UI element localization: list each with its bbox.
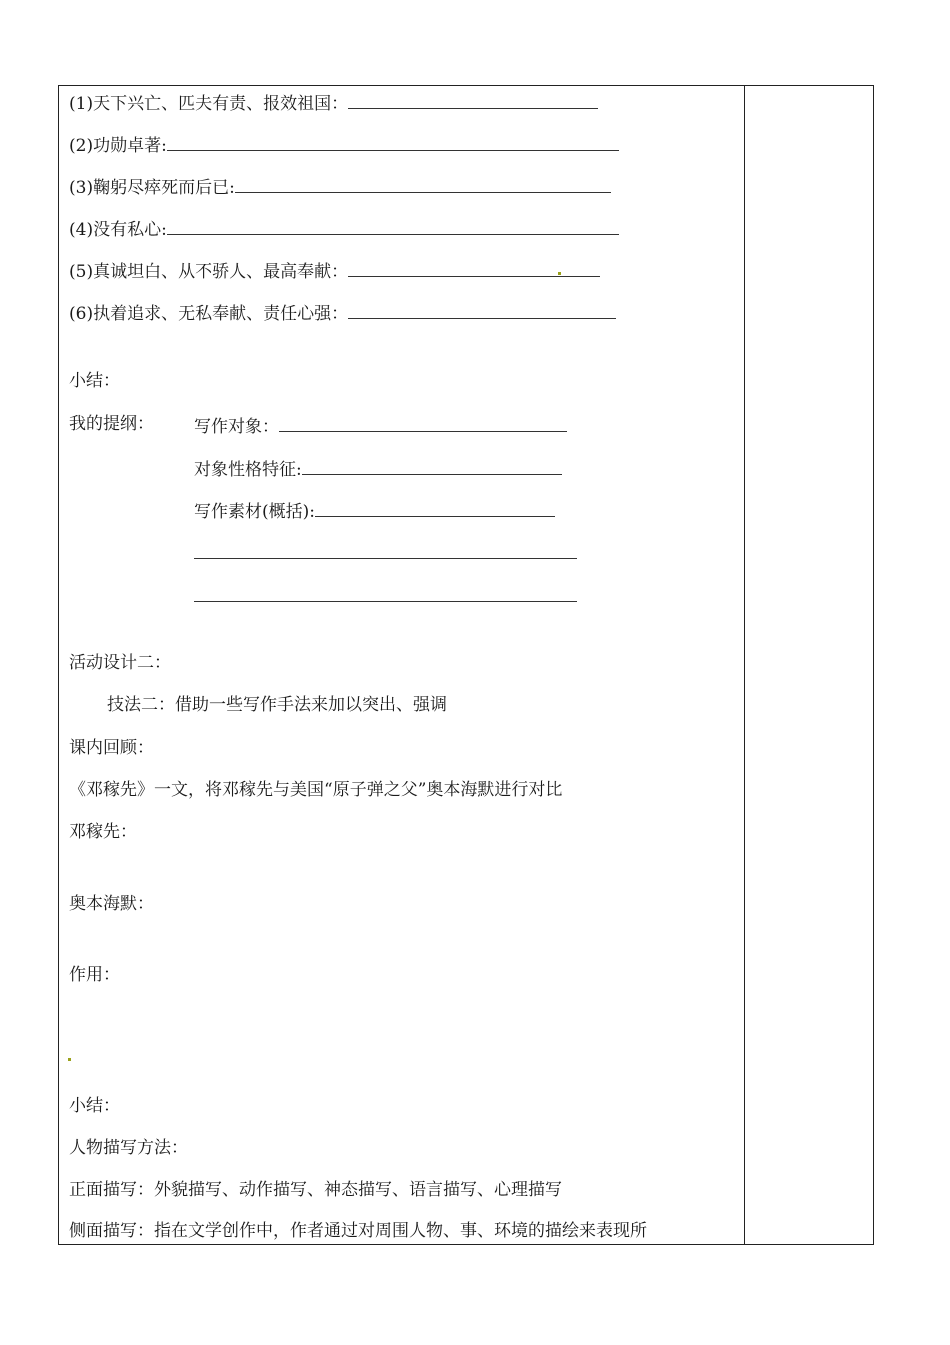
item-5 xyxy=(69,258,600,283)
stray-dot xyxy=(558,272,561,275)
summary-2-label: 小结： xyxy=(69,1096,120,1116)
activity-2-title: 活动设计二： xyxy=(69,653,171,673)
answer-blank-6[interactable] xyxy=(348,300,616,319)
indirect-description: 侧面描写：指在文学创作中，作者通过对周围人物、事、环境的描绘来表现所 xyxy=(69,1221,647,1241)
column-divider xyxy=(744,86,745,1244)
answer-blank-5[interactable] xyxy=(348,258,600,277)
answer-blank-3[interactable] xyxy=(235,174,611,193)
item-2-text: (2)功勋卓著: xyxy=(69,136,167,156)
outline-label: 我的提纲： xyxy=(69,414,154,434)
direct-description: 正面描写：外貌描写、动作描写、神态描写、语言描写、心理描写 xyxy=(69,1180,562,1200)
outline-material-blank[interactable] xyxy=(315,498,555,517)
comparison-text: 《邓稼先》一文，将邓稼先与美国“原子弹之父”奥本海默进行对比 xyxy=(69,780,563,800)
summary-1-label: 小结： xyxy=(69,371,120,391)
outline-traits-blank[interactable] xyxy=(302,456,562,475)
effect-label: 作用： xyxy=(69,965,120,985)
oppenheimer-label: 奥本海默： xyxy=(69,894,154,914)
item-1 xyxy=(69,90,598,115)
outline-object xyxy=(194,413,567,438)
item-4 xyxy=(69,216,619,241)
outline-extra-blank-1[interactable] xyxy=(194,558,577,559)
item-3-text: (3)鞠躬尽瘁死而后已: xyxy=(69,178,235,198)
outline-traits xyxy=(194,456,562,481)
methods-title: 人物描写方法： xyxy=(69,1138,188,1158)
outline-object-label: 写作对象： xyxy=(194,417,279,437)
class-review-label: 课内回顾： xyxy=(69,738,154,758)
item-3 xyxy=(69,174,611,199)
item-6 xyxy=(69,300,616,325)
answer-blank-2[interactable] xyxy=(167,132,619,151)
outline-material xyxy=(194,498,555,523)
item-6-text: (6)执着追求、无私奉献、责任心强： xyxy=(69,304,349,324)
outline-traits-label: 对象性格特征: xyxy=(194,460,302,480)
outline-object-blank[interactable] xyxy=(279,413,567,432)
deng-label: 邓稼先： xyxy=(69,822,137,842)
item-2 xyxy=(69,132,619,157)
item-1-text: (1)天下兴亡、匹夫有责、报效祖国： xyxy=(69,94,349,114)
outline-material-label: 写作素材(概括): xyxy=(194,502,315,522)
stray-dot-2 xyxy=(68,1058,71,1061)
outline-extra-blank-2[interactable] xyxy=(194,601,577,602)
item-5-text: (5)真诚坦白、从不骄人、最高奉献： xyxy=(69,262,349,282)
technique-2: 技法二：借助一些写作手法来加以突出、强调 xyxy=(107,695,447,715)
answer-blank-4[interactable] xyxy=(167,216,619,235)
item-4-text: (4)没有私心: xyxy=(69,220,167,240)
answer-blank-1[interactable] xyxy=(348,90,598,109)
